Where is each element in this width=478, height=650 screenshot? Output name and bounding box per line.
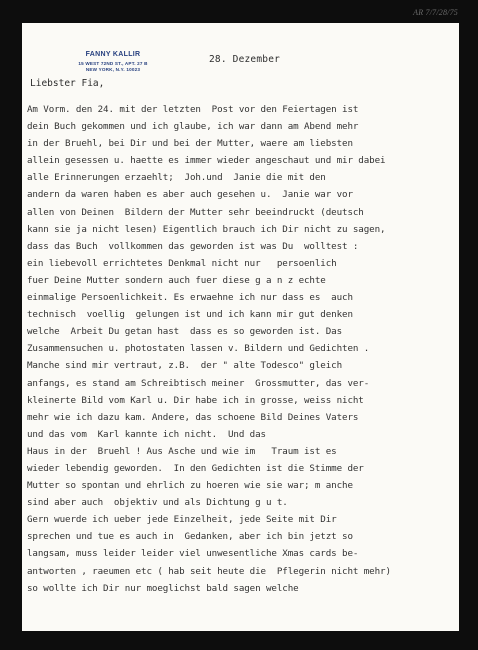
letterhead [59,52,167,74]
body-line: andern da waren haben es aber auch gesehen u. Janie war vor [27,189,353,201]
body-line: dass das Buch vollkommen das geworden ist was Du wolltest : [27,240,359,252]
salutation: Liebster Fia, [30,78,105,89]
body-line: Am Vorm. den 24. mit der letzten Post vor den Feiertagen ist [27,104,359,115]
body-line: technisch voellig gelungen ist und ich kann mir gut denken [27,309,353,321]
body-line: ein liebevoll errichtetes Denkmal nicht nur persoenlich [27,257,337,269]
body-line: und das vom Karl kannte ich nicht. Und das [27,428,266,440]
body-line: fuer Deine Mutter sondern auch fuer diese g a n z echte [27,274,326,286]
body-line: Zusammensuchen u. photostaten lassen v. Bildern und Gedichten . [27,343,370,355]
body-line: sprechen und tue es auch in Gedanken, aber ich bin jetzt so [27,531,353,543]
body-line: in der Bruehl, bei Dir und bei der Mutter, waere am liebsten [27,138,353,150]
body-line: Manche sind mir vertraut, z.B. der " alte Todesco" gleich [27,360,343,372]
body-line: Gern wuerde ich ueber jede Einzelheit, jede Seite mit Dir [27,514,337,526]
archive-reference-note: AR 7/7/28/75 [413,8,458,17]
body-line: welche Arbeit Du getan hast dass es so geworden ist. Das [27,326,343,338]
letter-date: 28. Dezember [209,54,281,65]
body-line: sind aber auch objektiv und als Dichtung g u t. [27,497,288,509]
body-line: so wollte ich Dir nur moeglichst bald sagen welche [27,582,299,594]
letter-page [22,23,459,631]
body-line: einmalige Persoenlichkeit. Es erwaehne ich nur dass es auch [27,292,353,304]
body-line: alle Erinnerungen erzaehlt; Joh.und Janie die mit den [27,172,326,184]
body-line: allen von Deinen Bildern der Mutter sehr beeindruckt (deutsch [27,206,364,218]
body-line: mehr wie ich dazu kam. Andere, das schoene Bild Deines Vaters [27,411,359,423]
body-line: allein gesessen u. haette es immer wieder angeschaut und mir dabei [27,155,386,167]
body-line: wieder lebendig geworden. In den Gedichten ist die Stimme der [27,462,364,474]
body-line: anfangs, es stand am Schreibtisch meiner Grossmutter, das ver- [27,377,370,389]
body-line: dein Buch gekommen und ich glaube, ich war dann am Abend mehr [27,121,359,133]
letterhead-street: 15 WEST 72ND ST., APT. 27 B [78,60,148,66]
body-line: kann sie ja nicht lesen) Eigentlich brauch ich Dir nicht zu sagen, [27,223,386,235]
letterhead-name: FANNY KALLIR [85,51,141,58]
letterhead-city: NEW YORK, N.Y. 10023 [85,67,141,72]
body-line: Haus in der Bruehl ! Aus Asche und wie im Traum ist es [27,445,337,457]
body-line: kleinerte Bild vom Karl u. Dir habe ich in grosse, weiss nicht [27,394,364,406]
letter-body [27,101,455,597]
body-line: langsam, muss leider leider viel unwesentliche Xmas cards be- [27,548,359,560]
body-line: Mutter so spontan und ehrlich zu hoeren wie sie war; m anche [27,480,353,492]
body-line: antworten , raeumen etc ( hab seit heute die Pflegerin nicht mehr) [27,565,391,577]
